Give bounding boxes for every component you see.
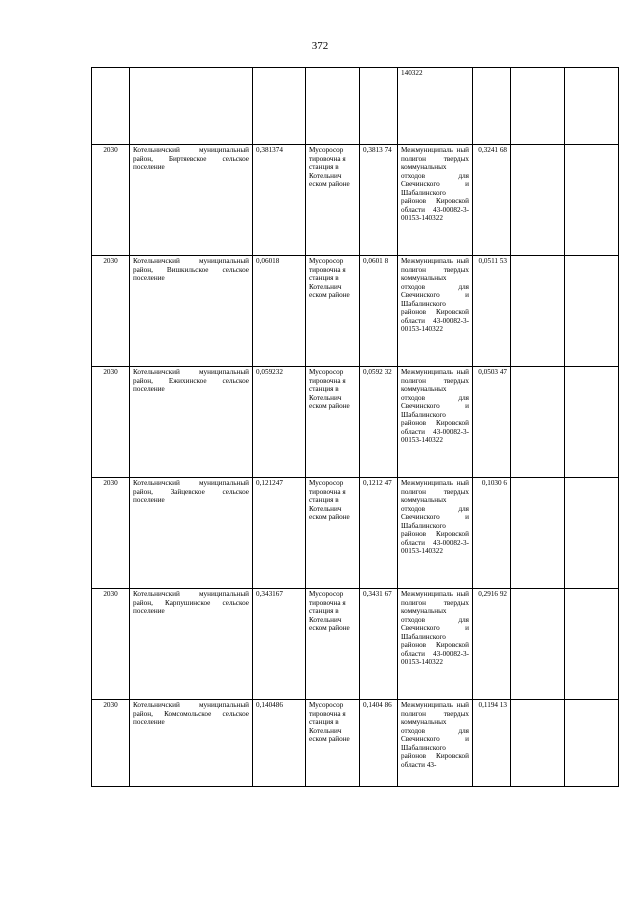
- cell-volume3: 0,1194 13: [473, 700, 511, 787]
- cell-empty: [565, 68, 619, 145]
- cell-volume2: 0,0592 32: [360, 367, 398, 478]
- cell-volume1: [253, 68, 306, 145]
- cell-year: 2030: [92, 256, 130, 367]
- cell-empty: [565, 256, 619, 367]
- cell-empty: [511, 478, 565, 589]
- cell-facility: Мусоросор тировочна я станция в Котельнич еском районе: [306, 145, 360, 256]
- cell-volume3: 0,3241 68: [473, 145, 511, 256]
- cell-year: 2030: [92, 589, 130, 700]
- table-row: [92, 478, 619, 589]
- cell-empty: [511, 68, 565, 145]
- cell-volume1: 0,381374: [253, 145, 306, 256]
- cell-destination: Межмуниципаль ный полигон твердых коммунальных отходов для Свечинского и Шабалинского районов Кировской области 43-00082-3-00153-140322: [398, 145, 473, 256]
- cell-volume2: 0,1404 86: [360, 700, 398, 787]
- cell-destination: Межмуниципаль ный полигон твердых коммунальных отходов для Свечинского и Шабалинского районов Кировской области 43-00082-3-00153-140322: [398, 478, 473, 589]
- cell-empty: [511, 700, 565, 787]
- cell-year: 2030: [92, 367, 130, 478]
- cell-destination: Межмуниципаль ный полигон твердых коммунальных отходов для Свечинского и Шабалинского районов Кировской области 43-: [398, 700, 473, 787]
- cell-territory: Котельничский муниципальный район, Биртяевское сельское поселение: [130, 145, 253, 256]
- cell-destination: Межмуниципаль ный полигон твердых коммунальных отходов для Свечинского и Шабалинского районов Кировской области 43-00082-3-00153-140322: [398, 589, 473, 700]
- cell-year: 2030: [92, 145, 130, 256]
- cell-territory: Котельничский муниципальный район, Вишкильское сельское поселение: [130, 256, 253, 367]
- cell-territory: Котельничский муниципальный район, Зайцевское сельское поселение: [130, 478, 253, 589]
- cell-facility: Мусоросор тировочна я станция в Котельнич еском районе: [306, 478, 360, 589]
- table-row: [92, 256, 619, 367]
- cell-volume1: 0,06018: [253, 256, 306, 367]
- cell-empty: [511, 589, 565, 700]
- cell-volume2: 0,0601 8: [360, 256, 398, 367]
- cell-volume1: 0,059232: [253, 367, 306, 478]
- cell-year: [92, 68, 130, 145]
- cell-territory: Котельничский муниципальный район, Карпушинское сельское поселение: [130, 589, 253, 700]
- cell-volume2: 0,1212 47: [360, 478, 398, 589]
- table-row: [92, 367, 619, 478]
- cell-empty: [511, 145, 565, 256]
- waste-flow-table: [91, 67, 619, 787]
- cell-empty: [565, 478, 619, 589]
- cell-volume3: 0,0511 53: [473, 256, 511, 367]
- cell-volume3: 0,1030 6: [473, 478, 511, 589]
- cell-empty: [565, 589, 619, 700]
- cell-volume2: [360, 68, 398, 145]
- cell-empty: [511, 256, 565, 367]
- cell-facility: [306, 68, 360, 145]
- cell-territory: [130, 68, 253, 145]
- cell-empty: [565, 700, 619, 787]
- table-row: [92, 589, 619, 700]
- cell-volume1: 0,140486: [253, 700, 306, 787]
- cell-volume2: 0,3431 67: [360, 589, 398, 700]
- cell-facility: Мусоросор тировочна я станция в Котельнич еском районе: [306, 589, 360, 700]
- cell-facility: Мусоросор тировочна я станция в Котельнич еском районе: [306, 367, 360, 478]
- cell-empty: [511, 367, 565, 478]
- table-row: [92, 700, 619, 787]
- cell-destination: Межмуниципаль ный полигон твердых коммунальных отходов для Свечинского и Шабалинского районов Кировской области 43-00082-3-00153-140322: [398, 256, 473, 367]
- table-row: [92, 145, 619, 256]
- cell-year: 2030: [92, 700, 130, 787]
- cell-destination: Межмуниципаль ный полигон твердых коммунальных отходов для Свечинского и Шабалинского районов Кировской области 43-00082-3-00153-140322: [398, 367, 473, 478]
- cell-territory: Котельничский муниципальный район, Ежихинское сельское поселение: [130, 367, 253, 478]
- table-body: [92, 68, 619, 787]
- cell-territory: Котельничский муниципальный район, Комсомольское сельское поселение: [130, 700, 253, 787]
- cell-empty: [565, 145, 619, 256]
- cell-facility: Мусоросор тировочна я станция в Котельнич еском районе: [306, 700, 360, 787]
- cell-destination: 140322: [398, 68, 473, 145]
- cell-volume1: 0,121247: [253, 478, 306, 589]
- page-number: 372: [311, 40, 329, 52]
- cell-facility: Мусоросор тировочна я станция в Котельнич еском районе: [306, 256, 360, 367]
- cell-empty: [565, 367, 619, 478]
- cell-volume3: 0,0503 47: [473, 367, 511, 478]
- cell-volume3: [473, 68, 511, 145]
- cell-year: 2030: [92, 478, 130, 589]
- cell-volume1: 0,343167: [253, 589, 306, 700]
- cell-volume2: 0,3813 74: [360, 145, 398, 256]
- table-row-continuation: [92, 68, 619, 145]
- cell-volume3: 0,2916 92: [473, 589, 511, 700]
